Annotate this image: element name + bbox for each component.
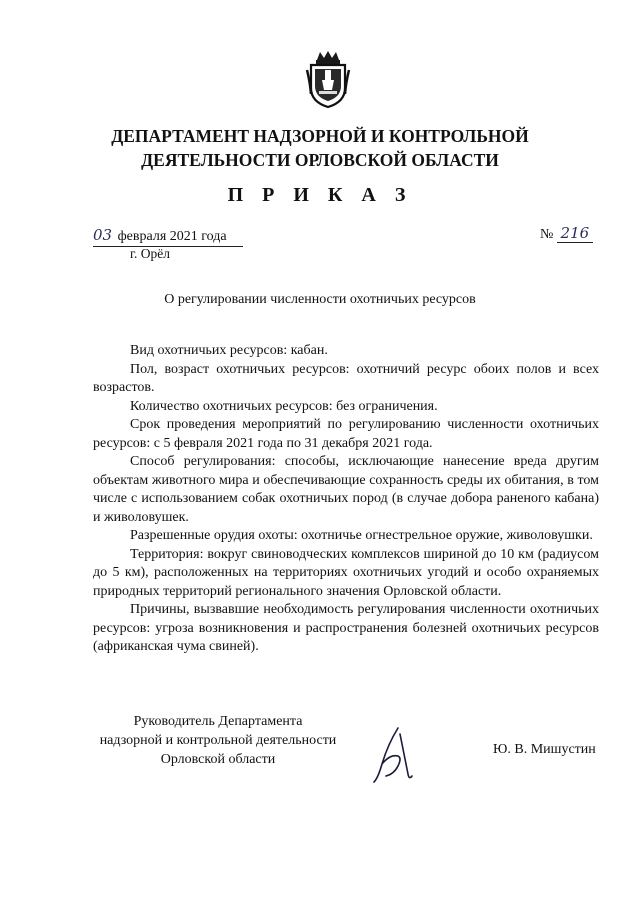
- position-line2: надзорной и контрольной деятельности: [99, 733, 337, 748]
- signatory-name: Ю. В. Мишустин: [493, 742, 596, 757]
- body-paragraph: Способ регулирования: способы, исключающие нанесение вреда другим объектам животного мира и обеспечивающие сохранность среды их обитания, в том числе с использованием собак охотничьих пород (в случае добора раненого кабана) и живоловушек.: [93, 454, 599, 525]
- handwritten-signature-icon: [368, 724, 416, 786]
- department-title-line2: ДЕЯТЕЛЬНОСТИ ОРЛОВСКОЙ ОБЛАСТИ: [141, 150, 499, 170]
- number-label: №: [540, 227, 554, 242]
- order-number: [540, 224, 593, 243]
- document-type: П Р И К А З: [227, 184, 413, 206]
- body-paragraph: Вид охотничьих ресурсов: кабан.: [130, 343, 328, 358]
- body-paragraph: Количество охотничьих ресурсов: без ограничения.: [130, 398, 438, 414]
- order-subject: О регулировании численности охотничьих ресурсов: [164, 292, 476, 307]
- body-paragraph: Территория: вокруг свиноводческих комплексов шириной до 10 км (радиусом до 5 км), расположенных на территориях охотничьих угодий и особо охраняемых природных территорий регионального значения Орловской области.: [93, 546, 599, 599]
- department-title: [0, 124, 640, 172]
- body-paragraph: Пол, возраст охотничьих ресурсов: охотничий ресурс обоих полов и всех возрастов.: [93, 361, 599, 395]
- date-text: февраля 2021 года: [117, 229, 227, 244]
- order-date: [93, 226, 243, 247]
- body-paragraph: Срок проведения мероприятий по регулированию численности охотничьих ресурсов: с 5 февраля 2021 года по 31 декабря 2021 года.: [93, 417, 599, 451]
- position-line3: Орловской области: [160, 752, 276, 767]
- body-paragraph: Разрешенные орудия охоты: охотничье огнестрельное оружие, живоловушки.: [130, 528, 593, 543]
- city: г. Орёл: [130, 246, 170, 261]
- signatory-position: [93, 712, 343, 769]
- department-title-line1: ДЕПАРТАМЕНТ НАДЗОРНОЙ И КОНТРОЛЬНОЙ: [111, 126, 529, 146]
- body-paragraph: Причины, вызвавшие необходимость регулирования численности охотничьих ресурсов: угроза возникновения и распространения болезней охотничьих ресурсов (африканская чума свиней).: [93, 602, 599, 654]
- coat-of-arms-icon: [305, 50, 351, 108]
- number-handwritten: 216: [557, 224, 593, 243]
- order-body: [93, 342, 599, 657]
- date-handwritten: 03: [93, 226, 113, 244]
- position-line1: Руководитель Департамента: [133, 714, 303, 729]
